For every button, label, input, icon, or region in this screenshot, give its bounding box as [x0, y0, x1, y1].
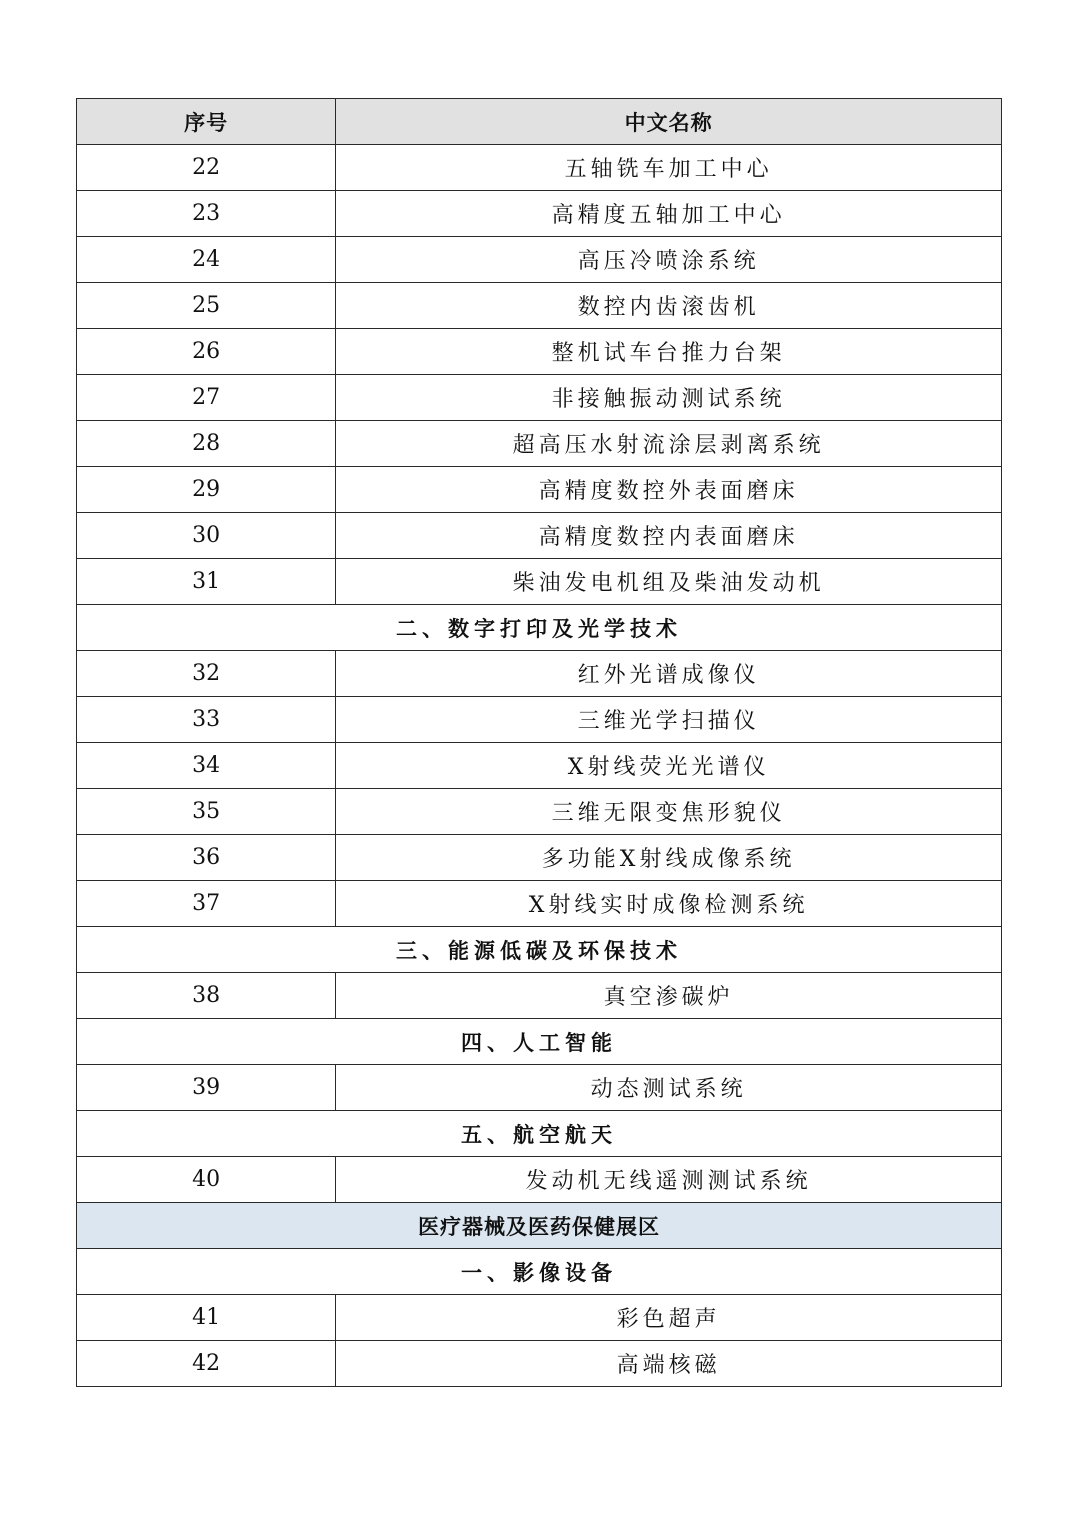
serial-number-cell: 33 [77, 697, 336, 743]
table-row [77, 467, 1002, 513]
header-chinese-name: 中文名称 [336, 99, 1002, 145]
serial-number-cell: 30 [77, 513, 336, 559]
exhibition-zone-label: 医疗器械及医药保健展区 [77, 1203, 1002, 1249]
serial-number-cell: 31 [77, 559, 336, 605]
serial-number-cell: 26 [77, 329, 336, 375]
category-label: 四、人工智能 [77, 1019, 1002, 1065]
chinese-name-cell: 三维光学扫描仪 [336, 697, 1002, 743]
table-row [77, 559, 1002, 605]
table-row [77, 1157, 1002, 1203]
chinese-name-cell: 高端核磁 [336, 1341, 1002, 1387]
table-row [77, 421, 1002, 467]
serial-number-cell: 22 [77, 145, 336, 191]
category-row [77, 1111, 1002, 1157]
serial-number-cell: 27 [77, 375, 336, 421]
chinese-name-cell: 多功能X射线成像系统 [336, 835, 1002, 881]
serial-number-cell: 29 [77, 467, 336, 513]
chinese-name-cell: 三维无限变焦形貌仪 [336, 789, 1002, 835]
serial-number-cell: 37 [77, 881, 336, 927]
serial-number-cell: 38 [77, 973, 336, 1019]
table-row [77, 973, 1002, 1019]
serial-number-cell: 36 [77, 835, 336, 881]
chinese-name-cell: 高精度五轴加工中心 [336, 191, 1002, 237]
chinese-name-cell: 真空渗碳炉 [336, 973, 1002, 1019]
category-row [77, 605, 1002, 651]
chinese-name-cell: 柴油发电机组及柴油发动机 [336, 559, 1002, 605]
chinese-name-cell: 彩色超声 [336, 1295, 1002, 1341]
header-serial-number: 序号 [77, 99, 336, 145]
chinese-name-cell: 发动机无线遥测测试系统 [336, 1157, 1002, 1203]
table-body [77, 145, 1002, 1387]
category-row [77, 1249, 1002, 1295]
chinese-name-cell: 高精度数控内表面磨床 [336, 513, 1002, 559]
table-row [77, 329, 1002, 375]
serial-number-cell: 24 [77, 237, 336, 283]
table-row [77, 1065, 1002, 1111]
serial-number-cell: 41 [77, 1295, 336, 1341]
category-label: 一、影像设备 [77, 1249, 1002, 1295]
table-row [77, 835, 1002, 881]
table-row [77, 283, 1002, 329]
chinese-name-cell: 高压冷喷涂系统 [336, 237, 1002, 283]
serial-number-cell: 32 [77, 651, 336, 697]
serial-number-cell: 39 [77, 1065, 336, 1111]
table-row [77, 375, 1002, 421]
table-row [77, 513, 1002, 559]
table-row [77, 145, 1002, 191]
table-row [77, 881, 1002, 927]
serial-number-cell: 40 [77, 1157, 336, 1203]
chinese-name-cell: 动态测试系统 [336, 1065, 1002, 1111]
chinese-name-cell: 整机试车台推力台架 [336, 329, 1002, 375]
category-label: 五、航空航天 [77, 1111, 1002, 1157]
category-row [77, 1019, 1002, 1065]
chinese-name-cell: 非接触振动测试系统 [336, 375, 1002, 421]
table-row [77, 789, 1002, 835]
chinese-name-cell: 超高压水射流涂层剥离系统 [336, 421, 1002, 467]
table-row [77, 1341, 1002, 1387]
equipment-table [76, 98, 1002, 1387]
category-label: 三、能源低碳及环保技术 [77, 927, 1002, 973]
category-label: 二、数字打印及光学技术 [77, 605, 1002, 651]
chinese-name-cell: 红外光谱成像仪 [336, 651, 1002, 697]
table-row [77, 1295, 1002, 1341]
serial-number-cell: 23 [77, 191, 336, 237]
serial-number-cell: 28 [77, 421, 336, 467]
table-header-row [77, 99, 1002, 145]
serial-number-cell: 35 [77, 789, 336, 835]
chinese-name-cell: 五轴铣车加工中心 [336, 145, 1002, 191]
table-row [77, 191, 1002, 237]
table-row [77, 743, 1002, 789]
chinese-name-cell: X射线荧光光谱仪 [336, 743, 1002, 789]
table-row [77, 697, 1002, 743]
category-row [77, 927, 1002, 973]
chinese-name-cell: 高精度数控外表面磨床 [336, 467, 1002, 513]
serial-number-cell: 34 [77, 743, 336, 789]
table-row [77, 237, 1002, 283]
chinese-name-cell: X射线实时成像检测系统 [336, 881, 1002, 927]
table-row [77, 651, 1002, 697]
chinese-name-cell: 数控内齿滚齿机 [336, 283, 1002, 329]
exhibition-zone-row [77, 1203, 1002, 1249]
serial-number-cell: 25 [77, 283, 336, 329]
serial-number-cell: 42 [77, 1341, 336, 1387]
